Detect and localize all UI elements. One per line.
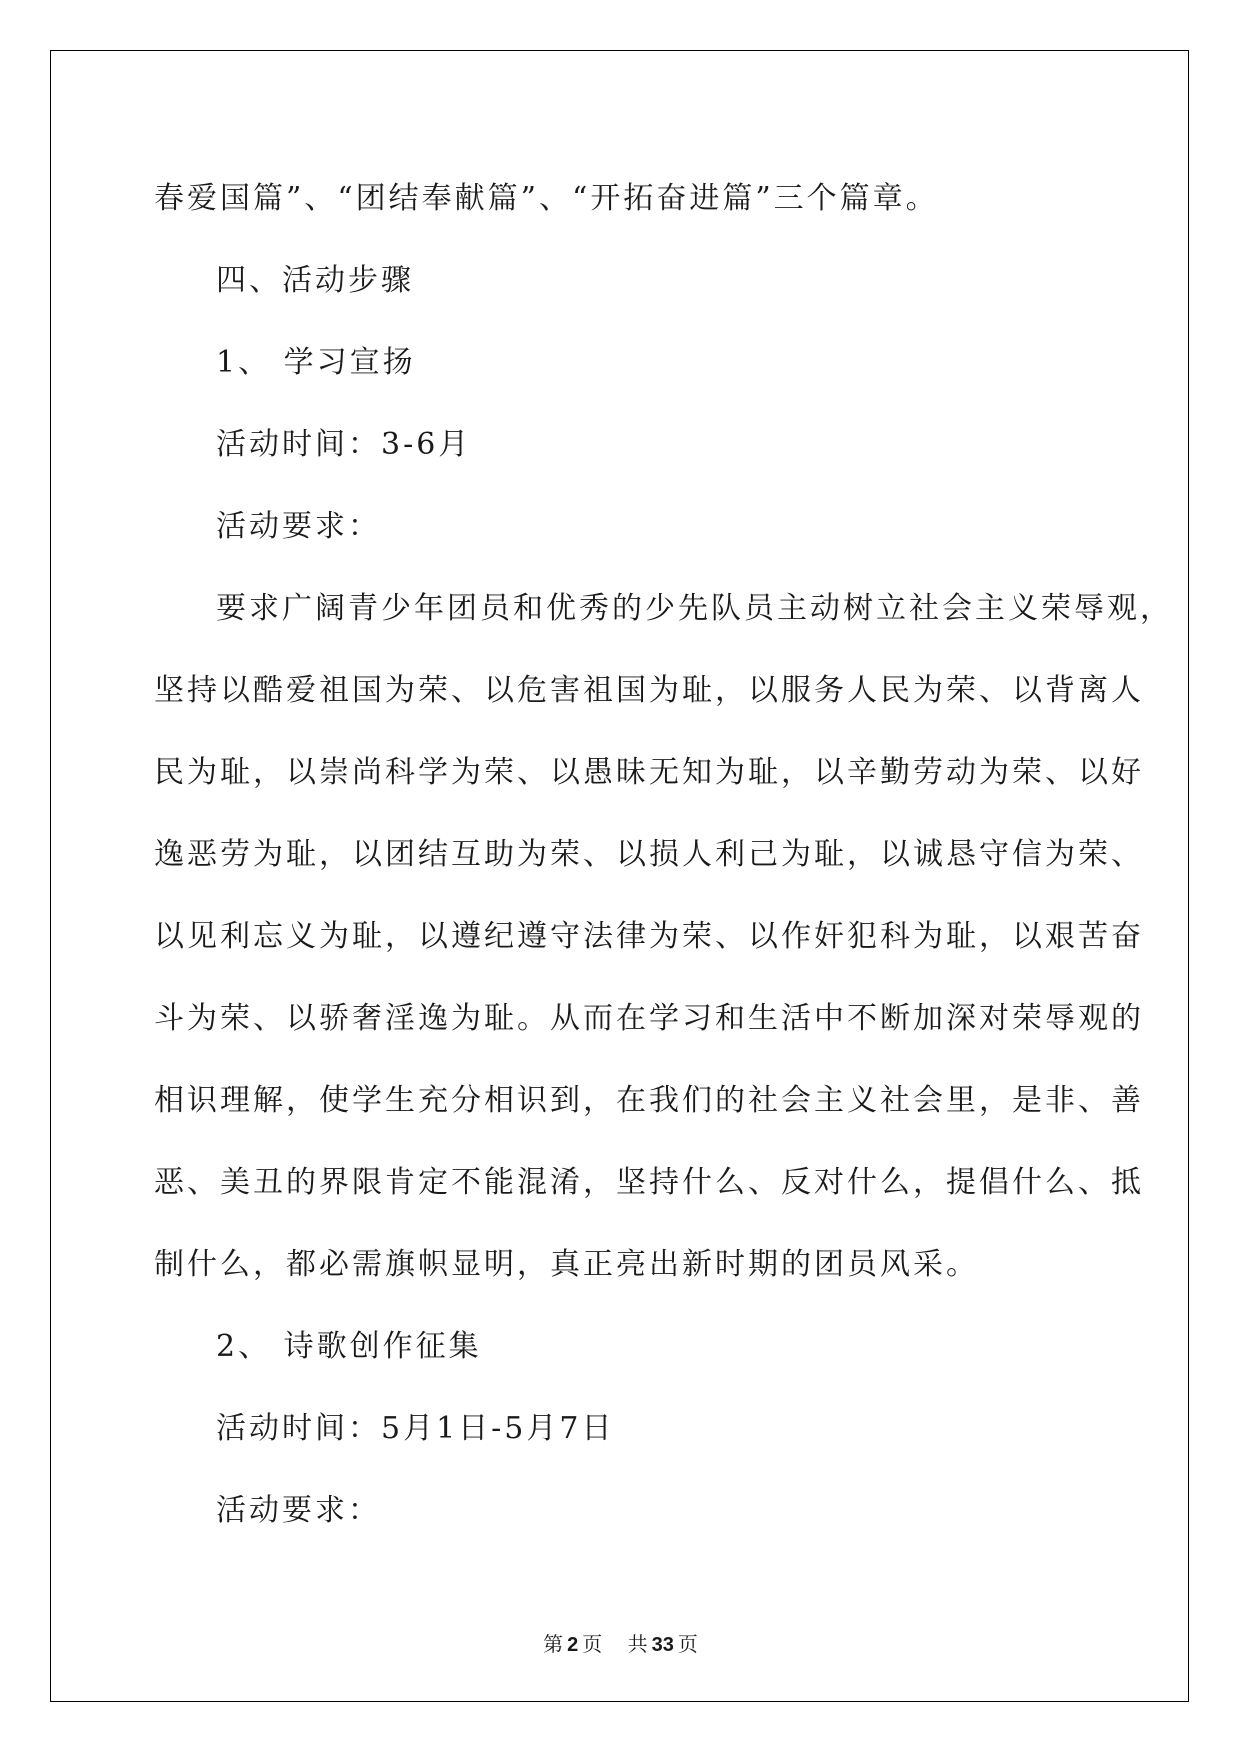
paragraph-line: 民为耻，以崇尚科学为荣、以愚昧无知为耻，以辛勤劳动为荣、以好 <box>154 755 1144 790</box>
paragraph-line: 相识理解，使学生充分相识到，在我们的社会主义社会里，是非、善 <box>154 1083 1144 1118</box>
footer-total-suffix: 页 <box>677 1632 698 1656</box>
paragraph-line: 坚持以酷爱祖国为荣、以危害祖国为耻，以服务人民为荣、以背离人 <box>154 673 1144 708</box>
paragraph-line: 以见利忘义为耻，以遵纪遵守法律为荣、以作奸犯科为耻，以艰苦奋 <box>154 919 1144 954</box>
footer-prefix: 第 <box>543 1632 564 1656</box>
activity-requirements-label-2: 活动要求： <box>216 1493 381 1528</box>
paragraph-continuation: 春爱国篇”、“团结奉献篇”、“开拓奋进篇”三个篇章。 <box>154 181 939 216</box>
activity-time-1: 活动时间：3-6月 <box>216 427 472 462</box>
page-footer <box>0 1628 1241 1657</box>
section-heading-activity-steps: 四、活动步骤 <box>216 263 414 298</box>
footer-page-suffix: 页 <box>582 1632 603 1656</box>
paragraph-line: 恶、美丑的界限肯定不能混淆，坚持什么、反对什么，提倡什么、抵 <box>154 1165 1144 1200</box>
page-number: 2 <box>567 1634 579 1656</box>
subheading-poetry-collection: 2、 诗歌创作征集 <box>216 1329 482 1364</box>
footer-total-prefix: 共 <box>627 1632 648 1656</box>
activity-time-2: 活动时间：5月1日-5月7日 <box>216 1411 615 1446</box>
paragraph-line: 逸恶劳为耻，以团结互助为荣、以损人利己为耻，以诚恳守信为荣、 <box>154 837 1144 872</box>
subheading-study-promotion: 1、 学习宣扬 <box>216 345 416 380</box>
total-pages: 33 <box>651 1634 674 1656</box>
activity-requirements-label-1: 活动要求： <box>216 509 381 544</box>
paragraph-line: 要求广阔青少年团员和优秀的少先队员主动树立社会主义荣辱观， <box>216 591 1173 626</box>
paragraph-line: 制什么，都必需旗帜显明，真正亮出新时期的团员风采。 <box>154 1247 979 1282</box>
document-body <box>154 158 1173 1552</box>
paragraph-line: 斗为荣、以骄奢淫逸为耻。从而在学习和生活中不断加深对荣辱观的 <box>154 1001 1144 1036</box>
